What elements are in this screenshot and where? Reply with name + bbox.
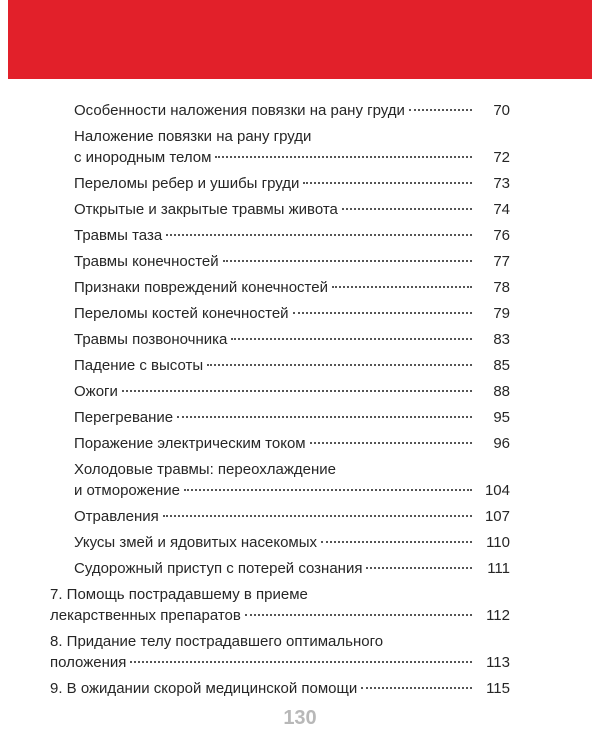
- toc-entry-title-line: Особенности наложения повязки на рану груди: [74, 102, 405, 119]
- toc-entry-title-line: Падение с высоты: [74, 357, 204, 374]
- dot-leader: [245, 614, 472, 616]
- dot-leader: [215, 156, 472, 158]
- toc-entry: [0, 381, 590, 402]
- toc-entry: [0, 631, 590, 673]
- toc-entry-page-number: 85: [493, 357, 510, 374]
- toc-entry-title-line: 8. Придание телу пострадавшего оптимального: [50, 633, 384, 650]
- toc-entry-page-number: 96: [493, 435, 510, 452]
- toc-entry: [0, 355, 590, 376]
- red-header-band: [8, 0, 592, 79]
- toc-entry-title-line: Переломы ребер и ушибы груди: [74, 175, 300, 192]
- toc-entry-title-line: 9. В ожидании скорой медицинской помощи: [50, 680, 358, 697]
- toc-entry-page-number: 113: [486, 654, 510, 671]
- toc-entry: [0, 225, 590, 246]
- toc-entry-title-line: Признаки повреждений конечностей: [74, 279, 328, 296]
- dot-leader: [130, 661, 472, 663]
- toc-entry-page-number: 77: [493, 253, 510, 270]
- toc-entry-title-line: Травмы позвоночника: [74, 331, 228, 348]
- dot-leader: [321, 541, 472, 543]
- toc-entry: [0, 584, 590, 626]
- toc-entry-page-number: 74: [493, 201, 510, 218]
- dot-leader: [342, 208, 472, 210]
- toc-entry-title-line: Открытые и закрытые травмы живота: [74, 201, 338, 218]
- toc-entry-title-line: Укусы змей и ядовитых насекомых: [74, 534, 318, 551]
- toc-entry: [0, 558, 590, 579]
- dot-leader: [366, 567, 472, 569]
- dot-leader: [177, 416, 472, 418]
- toc-entry-title-line: 7. Помощь пострадавшему в приеме: [50, 586, 308, 603]
- table-of-contents: [0, 100, 600, 704]
- dot-leader: [163, 515, 472, 517]
- toc-entry-page-number: 78: [493, 279, 510, 296]
- dot-leader: [166, 234, 472, 236]
- toc-entry: [0, 678, 590, 699]
- toc-entry-page-number: 104: [484, 482, 510, 499]
- toc-entry-title-line: лекарственных препаратов: [50, 607, 241, 624]
- toc-entry: [0, 329, 590, 350]
- page-number-footer: 130: [283, 707, 317, 729]
- toc-entry-title-line: Травмы конечностей: [74, 253, 219, 270]
- toc-entry-page-number: 79: [493, 305, 510, 322]
- toc-entry-title-line: с инородным телом: [74, 149, 212, 166]
- toc-entry: [0, 251, 590, 272]
- dot-leader: [409, 109, 472, 111]
- toc-entry-page-number: 111: [487, 560, 510, 577]
- dot-leader: [361, 687, 472, 689]
- dot-leader: [207, 364, 472, 366]
- toc-entry: [0, 433, 590, 454]
- toc-entry: [0, 532, 590, 553]
- toc-entry: [0, 100, 590, 121]
- toc-entry-page-number: 112: [486, 607, 510, 624]
- toc-entry: [0, 459, 590, 501]
- toc-entry-title-line: и отморожение: [74, 482, 180, 499]
- toc-entry-page-number: 88: [493, 383, 510, 400]
- toc-entry-title-line: Холодовые травмы: переохлаждение: [74, 461, 336, 478]
- dot-leader: [223, 260, 472, 262]
- dot-leader: [122, 390, 472, 392]
- toc-entry: [0, 407, 590, 428]
- toc-entry: [0, 277, 590, 298]
- toc-entry: [0, 173, 590, 194]
- toc-entry-title-line: Перегревание: [74, 409, 174, 426]
- toc-entry-page-number: 73: [493, 175, 510, 192]
- dot-leader: [303, 182, 472, 184]
- toc-entry-title-line: Поражение электрическим током: [74, 435, 306, 452]
- toc-entry-title-line: Травмы таза: [74, 227, 163, 244]
- toc-entry-page-number: 76: [493, 227, 510, 244]
- toc-entry-title-line: Ожоги: [74, 383, 118, 400]
- dot-leader: [184, 489, 472, 491]
- dot-leader: [332, 286, 472, 288]
- dot-leader: [231, 338, 472, 340]
- toc-entry-page-number: 95: [493, 409, 510, 426]
- toc-entry: [0, 199, 590, 220]
- toc-entry-page-number: 115: [486, 680, 510, 697]
- toc-entry-title-line: Переломы костей конечностей: [74, 305, 289, 322]
- dot-leader: [293, 312, 472, 314]
- toc-entry-title-line: положения: [50, 654, 127, 671]
- toc-entry-page-number: 110: [486, 534, 510, 551]
- toc-entry-title-line: Наложение повязки на рану груди: [74, 128, 312, 145]
- toc-entry: [0, 126, 590, 168]
- toc-entry-title-line: Судорожный приступ с потерей сознания: [74, 560, 363, 577]
- toc-entry: [0, 506, 590, 527]
- dot-leader: [310, 442, 472, 444]
- toc-entry: [0, 303, 590, 324]
- toc-entry-page-number: 83: [493, 331, 510, 348]
- toc-entry-page-number: 107: [484, 508, 510, 525]
- toc-entry-page-number: 70: [493, 102, 510, 119]
- toc-entry-page-number: 72: [493, 149, 510, 166]
- toc-entry-title-line: Отравления: [74, 508, 159, 525]
